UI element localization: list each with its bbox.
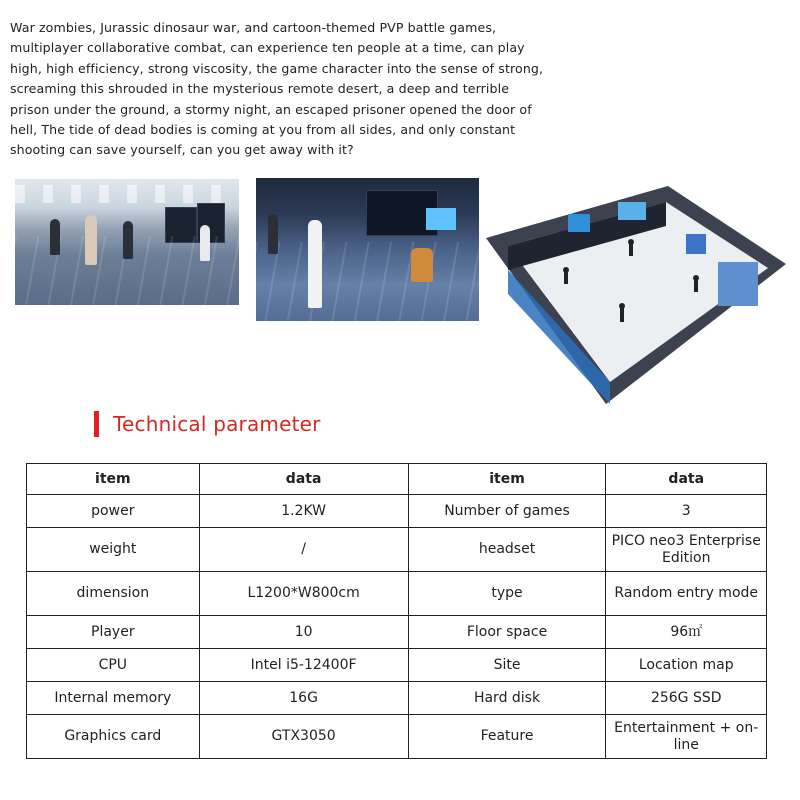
table-cell: Feature xyxy=(408,715,606,759)
table-cell: dimension xyxy=(27,572,200,616)
table-row xyxy=(27,715,767,759)
player-figure xyxy=(85,215,97,265)
player-figure xyxy=(123,221,133,259)
table-cell: Player xyxy=(27,616,200,649)
header-cell: data xyxy=(199,464,408,495)
table-cell: GTX3050 xyxy=(199,715,408,759)
intro-line: War zombies, Jurassic dinosaur war, and cartoon-themed PVP battle games, xyxy=(10,20,497,35)
table-header-row xyxy=(27,464,767,495)
table-cell: Location map xyxy=(606,649,767,682)
technical-parameter-table xyxy=(26,463,767,759)
intro-line: multiplayer collaborative combat, can experience ten people at a time, can play xyxy=(10,40,525,56)
table-cell: 1.2KW xyxy=(199,495,408,528)
player-figure xyxy=(564,272,568,284)
intro-line: screaming this shrouded in the mysterious remote desert, a deep and terrible xyxy=(10,81,510,97)
table-cell: 3 xyxy=(606,495,767,528)
wall-screen xyxy=(718,262,758,306)
table-cell: Number of games xyxy=(408,495,606,528)
player-figure xyxy=(694,280,698,292)
player-figure xyxy=(200,225,210,261)
heading-accent-bar xyxy=(94,411,99,437)
wall-screen xyxy=(618,202,646,220)
table-cell: type xyxy=(408,572,606,616)
intro-line: high, high efficiency, strong viscosity, the game character into the sense of strong, xyxy=(10,60,544,76)
table-row xyxy=(27,649,767,682)
table-cell: weight xyxy=(27,528,200,572)
table-row xyxy=(27,495,767,528)
intro-line: hell, The tide of dead bodies is coming at you from all sides, and only constant xyxy=(10,122,516,138)
intro-paragraph xyxy=(10,18,570,161)
player-figure xyxy=(411,248,433,282)
table-cell: Entertainment + on-line xyxy=(606,715,767,759)
table-cell: PICO neo3 Enterprise Edition xyxy=(606,528,767,572)
table-row xyxy=(27,682,767,715)
wall-screen xyxy=(568,214,590,232)
header-cell: data xyxy=(606,464,767,495)
section-heading xyxy=(94,410,321,438)
table-cell: L1200*W800cm xyxy=(199,572,408,616)
table-cell: Intel i5-12400F xyxy=(199,649,408,682)
table-cell: 96㎡ xyxy=(606,616,767,649)
intro-line: shooting can save yourself, can you get away with it? xyxy=(10,142,354,158)
table-cell: Floor space xyxy=(408,616,606,649)
arena-render-graphic xyxy=(486,186,786,404)
section-title: Technical parameter xyxy=(113,412,321,436)
arena-photo xyxy=(256,178,479,321)
player-figure xyxy=(268,214,278,254)
arena-render xyxy=(486,186,786,404)
player-figure xyxy=(629,244,633,256)
table-row xyxy=(27,528,767,572)
table-cell: Internal memory xyxy=(27,682,200,715)
table-cell: / xyxy=(199,528,408,572)
intro-line: prison under the ground, a stormy night, an escaped prisoner opened the door of xyxy=(10,101,532,117)
game-screen xyxy=(426,208,456,230)
table-cell: headset xyxy=(408,528,606,572)
table-cell: Random entry mode xyxy=(606,572,767,616)
player-figure xyxy=(620,308,624,322)
showroom-photo xyxy=(15,179,239,305)
table-row xyxy=(27,616,767,649)
table-cell: Hard disk xyxy=(408,682,606,715)
player-figure xyxy=(308,220,322,308)
table-cell: power xyxy=(27,495,200,528)
table-cell: 256G SSD xyxy=(606,682,767,715)
floor-grid xyxy=(256,242,479,321)
table-cell: Graphics card xyxy=(27,715,200,759)
table-cell: 10 xyxy=(199,616,408,649)
header-cell: item xyxy=(408,464,606,495)
header-cell: item xyxy=(27,464,200,495)
table-cell: Site xyxy=(408,649,606,682)
table-row xyxy=(27,572,767,616)
ceiling-lights xyxy=(15,185,239,203)
table-cell: 16G xyxy=(199,682,408,715)
table-cell: CPU xyxy=(27,649,200,682)
wall-screen xyxy=(686,234,706,254)
player-figure xyxy=(50,219,60,255)
